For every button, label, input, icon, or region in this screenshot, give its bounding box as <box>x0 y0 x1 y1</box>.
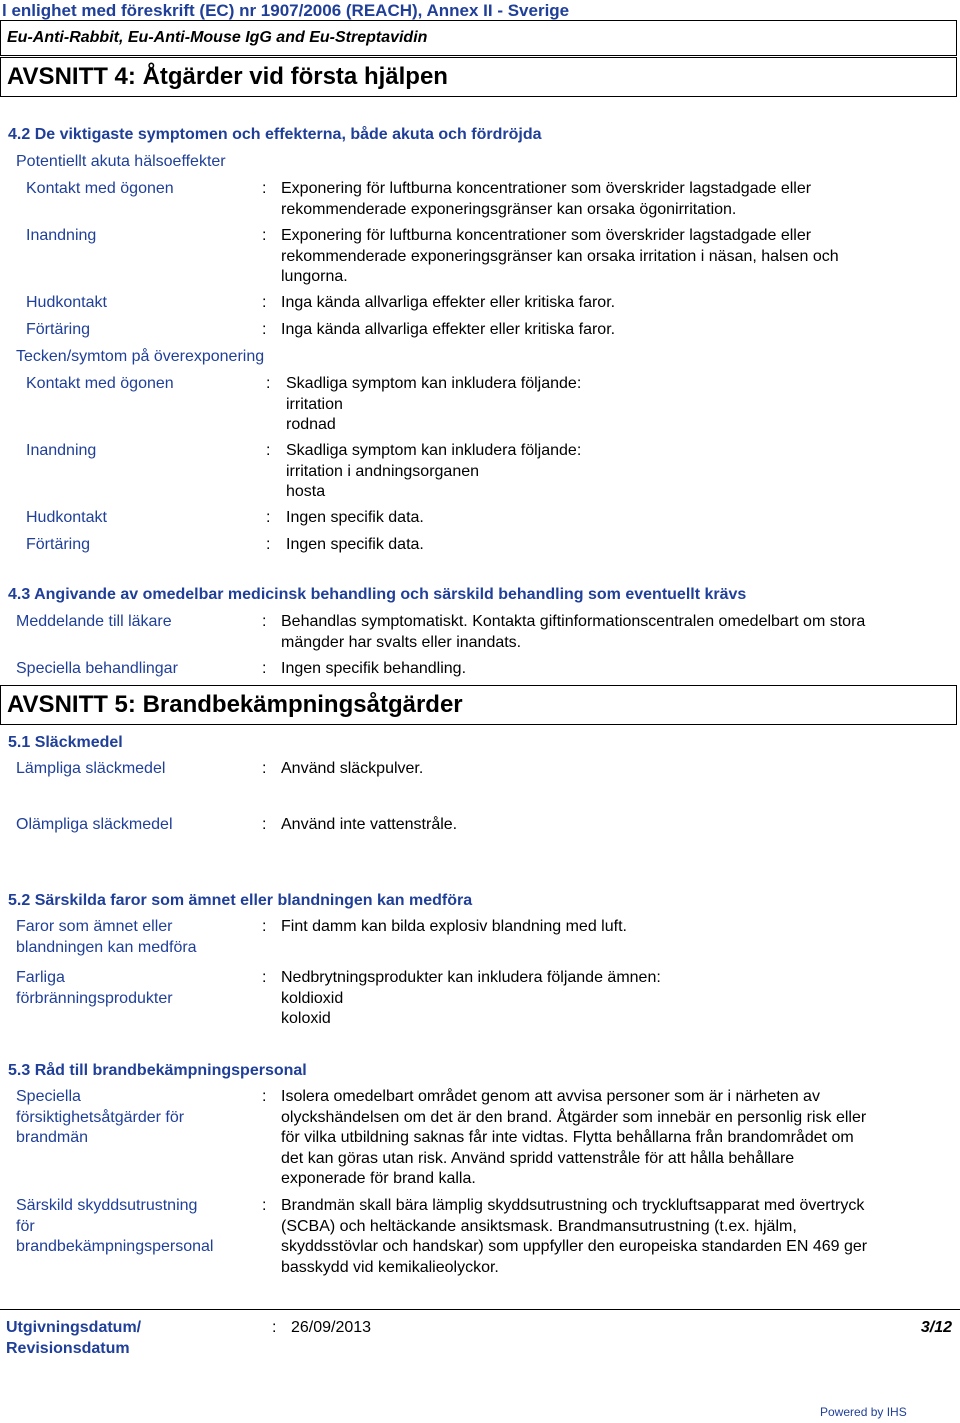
colon: : <box>262 1197 267 1214</box>
issue-date-label: Utgivningsdatum/ Revisionsdatum <box>6 1319 142 1357</box>
acute-ingestion-label: Förtäring <box>26 321 91 338</box>
doctor-note-label: Meddelande till läkare <box>16 613 172 630</box>
acute-eye-value: Exponering för luftburna koncentrationer som överskrider lagstadgade eller rekommenderade exponeringsgränser kan orsaka ögonirritation. <box>281 180 812 218</box>
subsection-5-1-title: 5.1 Släckmedel <box>8 734 123 751</box>
signs-ingestion-value: Ingen specifik data. <box>286 536 424 553</box>
document-header: l enlighet med föreskrift (EC) nr 1907/2006 (REACH), Annex II - Sverige <box>2 1 570 20</box>
colon: : <box>262 816 267 833</box>
subsection-4-2-title: 4.2 De viktigaste symptomen och effekterna, både akuta och fördröjda <box>8 126 542 143</box>
footer-divider <box>0 1309 960 1310</box>
signs-skin-label: Hudkontakt <box>26 509 107 526</box>
protective-equipment-label: Särskild skyddsutrustning för brandbekämpningspersonal <box>16 1197 214 1255</box>
page-number: 3/12 <box>920 1319 952 1336</box>
signs-skin-value: Ingen specifik data. <box>286 509 424 526</box>
colon: : <box>266 442 271 459</box>
acute-effects-title: Potentiellt akuta hälsoeffekter <box>16 153 226 170</box>
acute-ingestion-value: Inga kända allvarliga effekter eller kritiska faror. <box>281 321 616 338</box>
signs-inhalation-value: Skadliga symptom kan inkludera följande: irritation i andningsorganen hosta <box>286 442 582 500</box>
colon: : <box>262 1088 267 1105</box>
signs-symptoms-title: Tecken/symtom på överexponering <box>16 348 265 365</box>
issue-date-value: 26/09/2013 <box>291 1319 372 1336</box>
colon: : <box>262 760 267 777</box>
special-treatment-value: Ingen specifik behandling. <box>281 660 467 677</box>
colon: : <box>262 918 267 935</box>
section-5-title: AVSNITT 5: Brandbekämpningsåtgärder <box>0 685 957 725</box>
unsuitable-media-value: Använd inte vattenstråle. <box>281 816 458 833</box>
colon: : <box>262 660 267 677</box>
hazards-label: Faror som ämnet eller blandningen kan medföra <box>16 918 197 956</box>
subsection-4-3-title: 4.3 Angivande av omedelbar medicinsk behandling och särskild behandling som eventuellt krävs <box>8 586 747 603</box>
protective-equipment-value: Brandmän skall bära lämplig skyddsutrustning och tryckluftsapparat med övertryck (SCBA) och heltäckande ansiktsmask. Brandmansutrustning (t.ex. hjälm, skyddsstövlar och handskar) som uppfyller den europeiska standarden EN 469 ger basskydd vid kemikalieolyckor. <box>281 1197 868 1276</box>
subsection-5-3-title: 5.3 Råd till brandbekämpningspersonal <box>8 1062 307 1079</box>
powered-by: Powered by IHS <box>820 1405 907 1419</box>
suitable-media-value: Använd släckpulver. <box>281 760 424 777</box>
combustion-products-value: Nedbrytningsprodukter kan inkludera följande ämnen: koldioxid koloxid <box>281 969 661 1027</box>
colon: : <box>272 1319 277 1336</box>
acute-skin-value: Inga kända allvarliga effekter eller kritiska faror. <box>281 294 616 311</box>
signs-inhalation-label: Inandning <box>26 442 97 459</box>
suitable-media-label: Lämpliga släckmedel <box>16 760 166 777</box>
combustion-products-label: Farliga förbränningsprodukter <box>16 969 173 1007</box>
colon: : <box>266 509 271 526</box>
section-4-title: AVSNITT 4: Åtgärder vid första hjälpen <box>0 57 957 97</box>
special-precautions-value: Isolera omedelbart området genom att avvisa personer som är i närheten av olyckshändelsen om det är den brand. Åtgärder som innebär en personlig risk eller för vilka utbildning saknas får inte vidtas. Flytta behållarna från brandområdet om det kan göras utan risk. Använd spridd vattenstråle för att hålla behållare exponerade för brand kalla. <box>281 1088 867 1187</box>
unsuitable-media-label: Olämpliga släckmedel <box>16 816 173 833</box>
colon: : <box>266 375 271 392</box>
signs-eye-value: Skadliga symptom kan inkludera följande: irritation rodnad <box>286 375 582 433</box>
acute-skin-label: Hudkontakt <box>26 294 107 311</box>
colon: : <box>262 969 267 986</box>
acute-inhalation-label: Inandning <box>26 227 97 244</box>
colon: : <box>262 613 267 630</box>
colon: : <box>262 294 267 311</box>
acute-inhalation-value: Exponering för luftburna koncentrationer som överskrider lagstadgade eller rekommenderade exponeringsgränser kan orsaka irritation i näsan, halsen och lungorna. <box>281 227 839 285</box>
special-precautions-label: Speciella försiktighetsåtgärder för brandmän <box>16 1088 185 1146</box>
signs-ingestion-label: Förtäring <box>26 536 91 553</box>
colon: : <box>262 321 267 338</box>
acute-eye-label: Kontakt med ögonen <box>26 180 174 197</box>
hazards-value: Fint damm kan bilda explosiv blandning med luft. <box>281 918 627 935</box>
special-treatment-label: Speciella behandlingar <box>16 660 178 677</box>
colon: : <box>266 536 271 553</box>
signs-eye-label: Kontakt med ögonen <box>26 375 174 392</box>
colon: : <box>262 180 267 197</box>
product-name: Eu-Anti-Rabbit, Eu-Anti-Mouse IgG and Eu-Streptavidin <box>0 20 957 56</box>
doctor-note-value: Behandlas symptomatiskt. Kontakta giftinformationscentralen omedelbart om stora mängder har svalts eller inandats. <box>281 613 866 651</box>
colon: : <box>262 227 267 244</box>
subsection-5-2-title: 5.2 Särskilda faror som ämnet eller blandningen kan medföra <box>8 892 473 909</box>
